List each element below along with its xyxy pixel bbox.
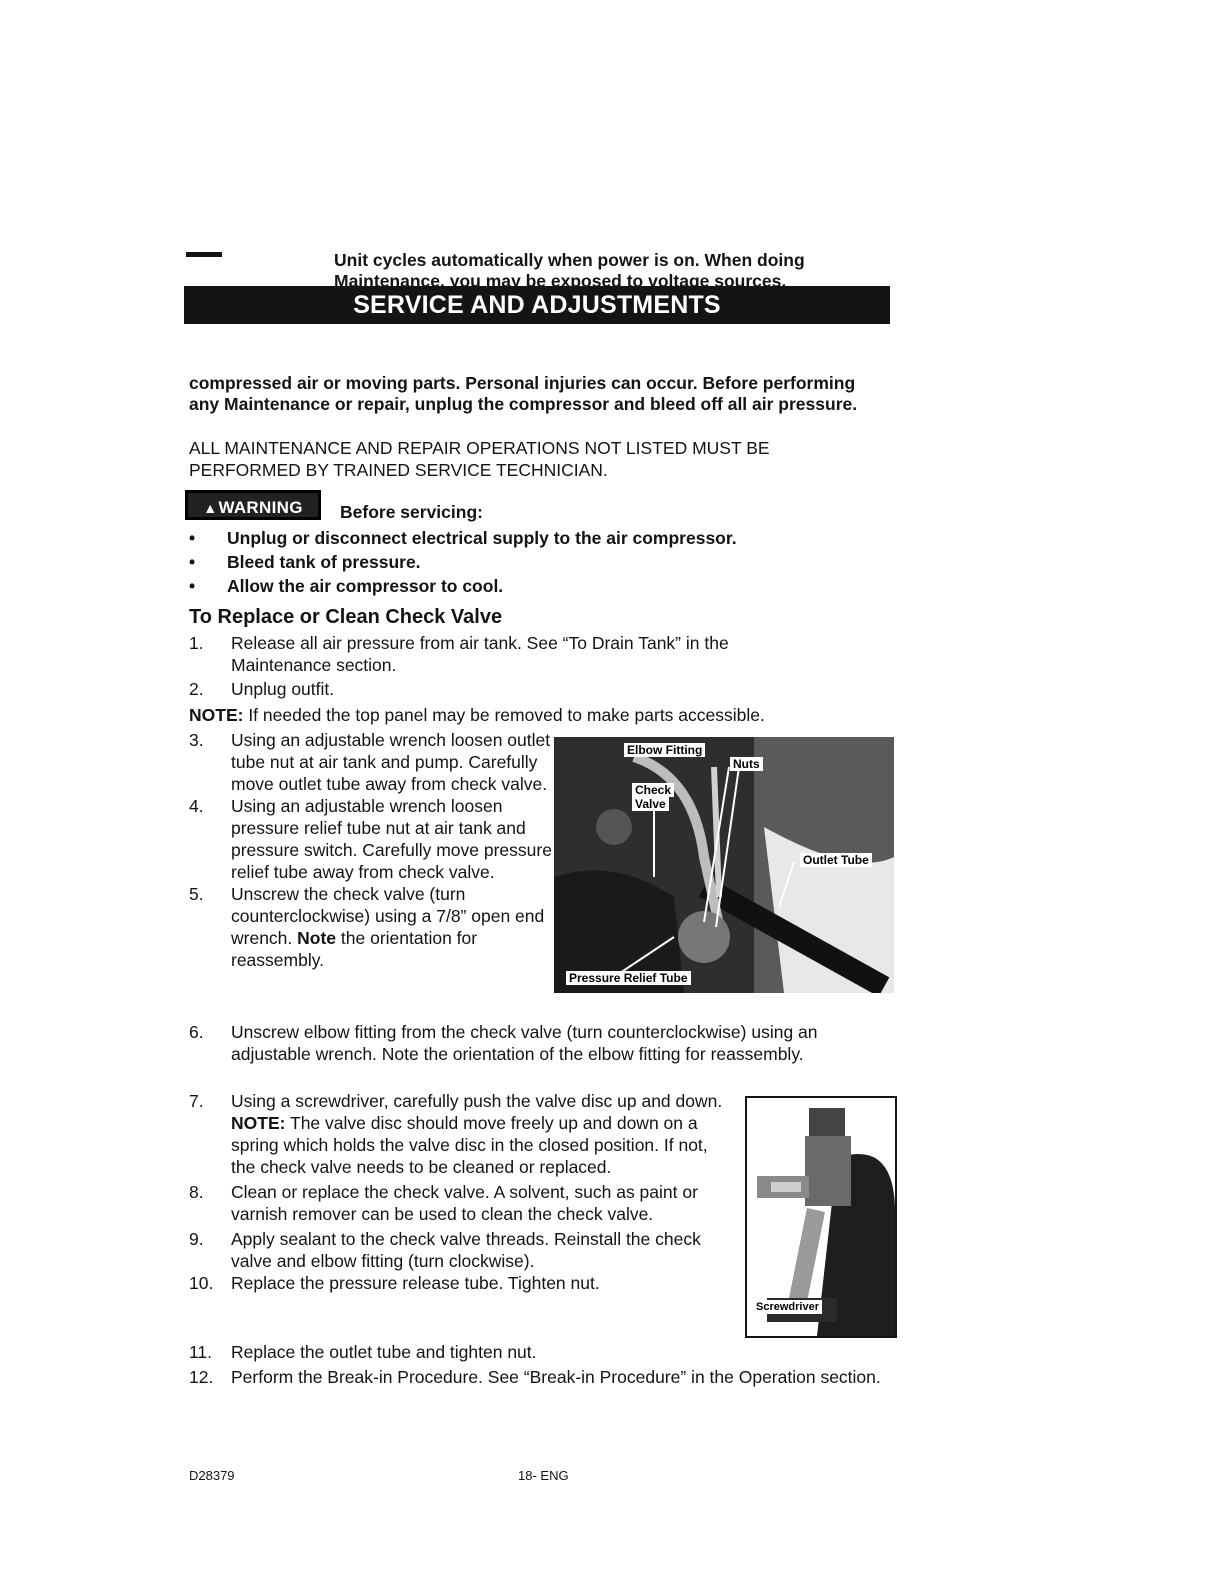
warning-badge [185,490,321,520]
step-number: 7. [189,1091,204,1111]
step-text: Perform the Break-in Procedure. See “Break-in Procedure” in the Operation section. [231,1367,881,1387]
bullet-dot-icon: • [189,552,196,572]
step-number: 2. [189,679,204,699]
check-valve-photo [554,737,894,993]
document-code: D28379 [189,1468,235,1483]
note-line [189,704,889,726]
warning-dash-mark [186,252,222,257]
bullet-text: Bleed tank of pressure. [227,552,421,572]
step-number: 10. [189,1273,214,1293]
step-text-bold: NOTE: [231,1113,286,1133]
step-text: Clean or replace the check valve. A solvent, such as paint or varnish remover can be used to clean the check valve. [231,1182,698,1224]
step-text: Unscrew elbow fitting from the check valve (turn counterclockwise) using an adjustable wrench. Note the orientation of the elbow fitting for reassembly. [231,1022,818,1064]
list-item [189,1181,734,1225]
list-item [189,1366,889,1388]
maintenance-notice: ALL MAINTENANCE AND REPAIR OPERATIONS NOT LISTED MUST BE PERFORMED BY TRAINED SERVICE TECHNICIAN. [189,438,770,480]
label-nuts: Nuts [730,757,763,771]
label-valve: Valve [632,797,669,811]
list-item [189,795,554,883]
intro-line-2: compressed air or moving parts. Personal injuries can occur. Before performing any Maintenance or repair, unplug the compressor and bleed off all air pressure. [189,373,858,414]
list-item [189,574,889,598]
step-text-a: Using a screwdriver, carefully push the valve disc up and down. [231,1091,723,1111]
list-item [189,1090,734,1178]
step-text: Release all air pressure from air tank. See “To Drain Tank” in the Maintenance section. [231,633,729,675]
bullet-text: Allow the air compressor to cool. [227,576,504,596]
list-item [189,678,829,700]
screwdriver-photo [745,1096,897,1338]
step-text: Apply sealant to the check valve threads. Reinstall the check valve and elbow fitting (turn clockwise). [231,1229,701,1271]
step-number: 11. [189,1342,213,1362]
list-item [189,1272,734,1294]
label-elbow-fitting: Elbow Fitting [624,743,705,757]
step-number: 12. [189,1367,214,1387]
list-item [189,1228,734,1272]
steps-3-5 [189,729,554,971]
list-item [189,632,829,676]
steps-11-12 [189,1341,889,1388]
step-number: 8. [189,1182,204,1202]
label-check: Check [632,783,674,797]
step-number: 9. [189,1229,204,1249]
note-text: If needed the top panel may be removed to make parts accessible. [243,705,765,725]
step-text: Replace the outlet tube and tighten nut. [231,1342,537,1362]
step-text-b: The valve disc should move freely up and down on a spring which holds the valve disc in the closed position. If not, the check valve needs to be cleaned or replaced. [231,1113,708,1177]
step-6 [189,1021,889,1065]
list-item [189,1341,889,1363]
warning-bullet-list [189,526,889,598]
bullet-dot-icon: • [189,576,196,596]
page-number: 18- ENG [518,1468,569,1483]
list-item [189,883,554,971]
label-pressure-relief-tube: Pressure Relief Tube [566,971,691,985]
list-item [189,526,889,550]
bullet-dot-icon: • [189,528,196,548]
section-heading: To Replace or Clean Check Valve [189,606,503,628]
note-label: NOTE: [189,705,244,725]
step-text: Unplug outfit. [231,679,335,699]
step-text-b: the orientation for reassembly. [231,928,478,970]
label-outlet-tube: Outlet Tube [800,853,872,867]
step-number: 1. [189,633,204,653]
list-item [189,1021,889,1065]
list-item [189,729,554,795]
step-text: Using an adjustable wrench loosen outlet tube nut at air tank and pump. Carefully move outlet tube away from check valve. [231,730,551,794]
intro-line-1: Unit cycles automatically when power is on. When doing Maintenance, you may be exposed to voltage sources, [334,250,805,291]
step-text-bold: Note [297,928,337,948]
step-text-a: Unscrew the check valve (turn counterclockwise) using a 7/8” open end wrench. [231,884,545,948]
before-servicing-heading: Before servicing: [340,502,483,522]
step-number: 6. [189,1022,204,1042]
steps-7-10 [189,1090,734,1294]
warning-triangle-icon: ▲ [203,500,218,516]
section-banner: SERVICE AND ADJUSTMENTS [184,286,890,324]
step-text: Using an adjustable wrench loosen pressure relief tube nut at air tank and pressure switch. Carefully move pressure relief tube away from check valve. [231,796,552,882]
list-item [189,550,889,574]
warning-badge-label: WARNING [218,498,303,517]
step-number: 5. [189,884,204,904]
step-number: 3. [189,730,204,750]
step-number: 4. [189,796,204,816]
steps-1-2 [189,632,829,700]
step-text: Replace the pressure release tube. Tighten nut. [231,1273,600,1293]
bullet-text: Unplug or disconnect electrical supply to the air compressor. [227,528,737,548]
label-screwdriver: Screwdriver [753,1300,822,1314]
